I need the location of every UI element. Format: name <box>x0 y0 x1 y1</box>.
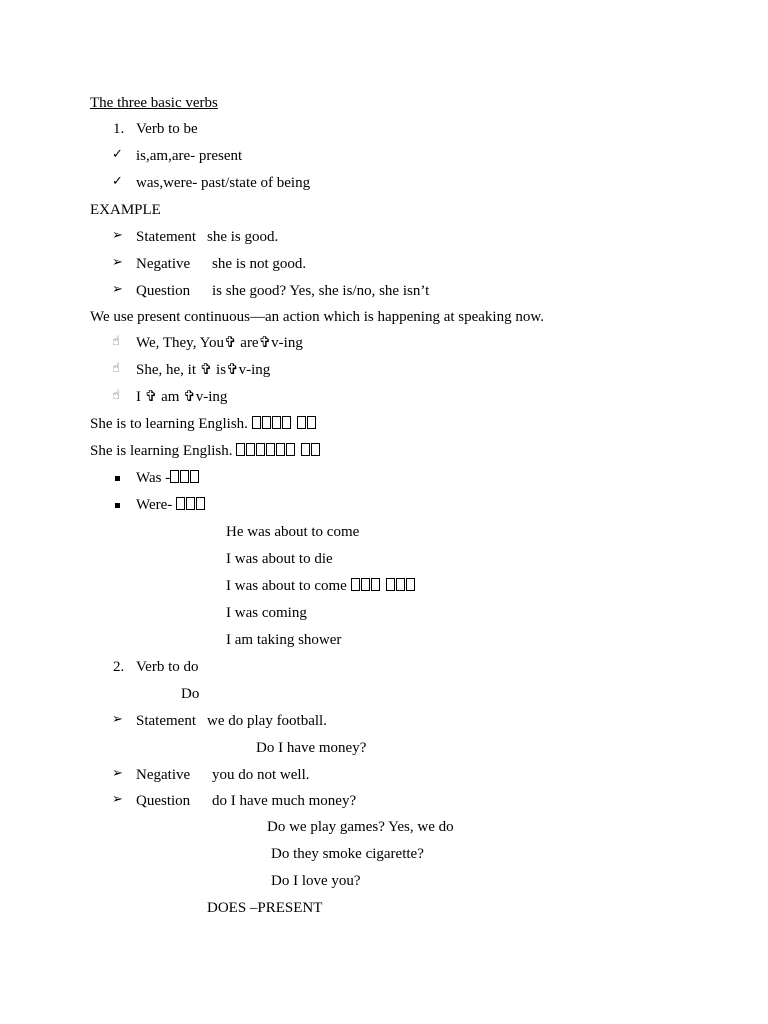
doc-title: The three basic verbs <box>90 95 218 111</box>
negative-text: she is not good. <box>212 256 307 272</box>
do-question-line-2: Do we play games? Yes, we do <box>267 819 454 835</box>
do-money-line: Do I have money? <box>256 740 367 756</box>
were-label: Were- <box>136 497 173 513</box>
missing-glyph-box <box>170 470 200 486</box>
indented-line-5: I am taking shower <box>226 632 342 648</box>
missing-glyph-box <box>252 416 317 432</box>
pointing-hand-icon: ☝ <box>112 388 120 403</box>
was-item <box>136 469 200 487</box>
she-sentence-1 <box>90 415 317 433</box>
do-question-line-4: Do I love you? <box>271 873 361 889</box>
she-sentence-2 <box>90 442 321 460</box>
pointing-hand-icon: ☝ <box>112 361 120 376</box>
pc-rule-1: We, They, You✞ are✞v-ing <box>136 335 303 351</box>
check-item-2: was,were- past/state of being <box>136 175 311 191</box>
do-word: Do <box>181 686 200 702</box>
check-mark-icon: ✓ <box>112 147 123 162</box>
does-present-heading: DOES –PRESENT <box>207 900 323 916</box>
do-question-line-3: Do they smoke cigarette? <box>271 846 424 862</box>
arrow-bullet-icon: ➢ <box>112 792 123 807</box>
example-heading: EXAMPLE <box>90 202 161 218</box>
arrow-bullet-icon: ➢ <box>112 255 123 270</box>
were-item <box>136 496 206 514</box>
do-statement-label: Statement <box>136 713 196 729</box>
indented-line-4: I was coming <box>226 605 307 621</box>
arrow-bullet-icon: ➢ <box>112 282 123 297</box>
check-item-1: is,am,are- present <box>136 148 243 164</box>
verb-to-be-heading: Verb to be <box>136 121 198 137</box>
square-bullet-icon <box>115 476 120 481</box>
indented-line-1: He was about to come <box>226 524 360 540</box>
she-sentence-2-text: She is learning English. <box>90 443 233 459</box>
missing-glyph-box <box>176 497 206 513</box>
negative-label: Negative <box>136 256 191 272</box>
statement-label: Statement <box>136 229 196 245</box>
indented-line-2: I was about to die <box>226 551 333 567</box>
do-negative-label: Negative <box>136 767 191 783</box>
do-question-label: Question <box>136 793 191 809</box>
pointing-hand-icon: ☝ <box>112 334 120 349</box>
missing-glyph-box <box>236 443 321 459</box>
she-sentence-1-text: She is to learning English. <box>90 416 248 432</box>
question-text: is she good? Yes, she is/no, she isn’t <box>212 283 430 299</box>
do-statement-text: we do play football. <box>207 713 327 729</box>
pc-rule-2: She, he, it ✞ is✞v-ing <box>136 362 271 378</box>
indented-line-3-text: I was about to come <box>226 578 347 594</box>
pc-rule-3: I ✞ am ✞v-ing <box>136 389 228 405</box>
do-negative-text: you do not well. <box>212 767 310 783</box>
missing-glyph-box <box>351 578 416 594</box>
arrow-bullet-icon: ➢ <box>112 228 123 243</box>
list-number-2: 2. <box>113 659 125 675</box>
check-mark-icon: ✓ <box>112 174 123 189</box>
question-label: Question <box>136 283 191 299</box>
verb-to-do-heading: Verb to do <box>136 659 199 675</box>
statement-text: she is good. <box>207 229 279 245</box>
indented-line-3 <box>226 577 416 595</box>
arrow-bullet-icon: ➢ <box>112 766 123 781</box>
arrow-bullet-icon: ➢ <box>112 712 123 727</box>
do-question-text: do I have much money? <box>212 793 357 809</box>
list-number-1: 1. <box>113 121 125 137</box>
square-bullet-icon <box>115 503 120 508</box>
was-label: Was - <box>136 470 171 486</box>
present-continuous-note: We use present continuous—an action which is happening at speaking now. <box>90 309 544 325</box>
